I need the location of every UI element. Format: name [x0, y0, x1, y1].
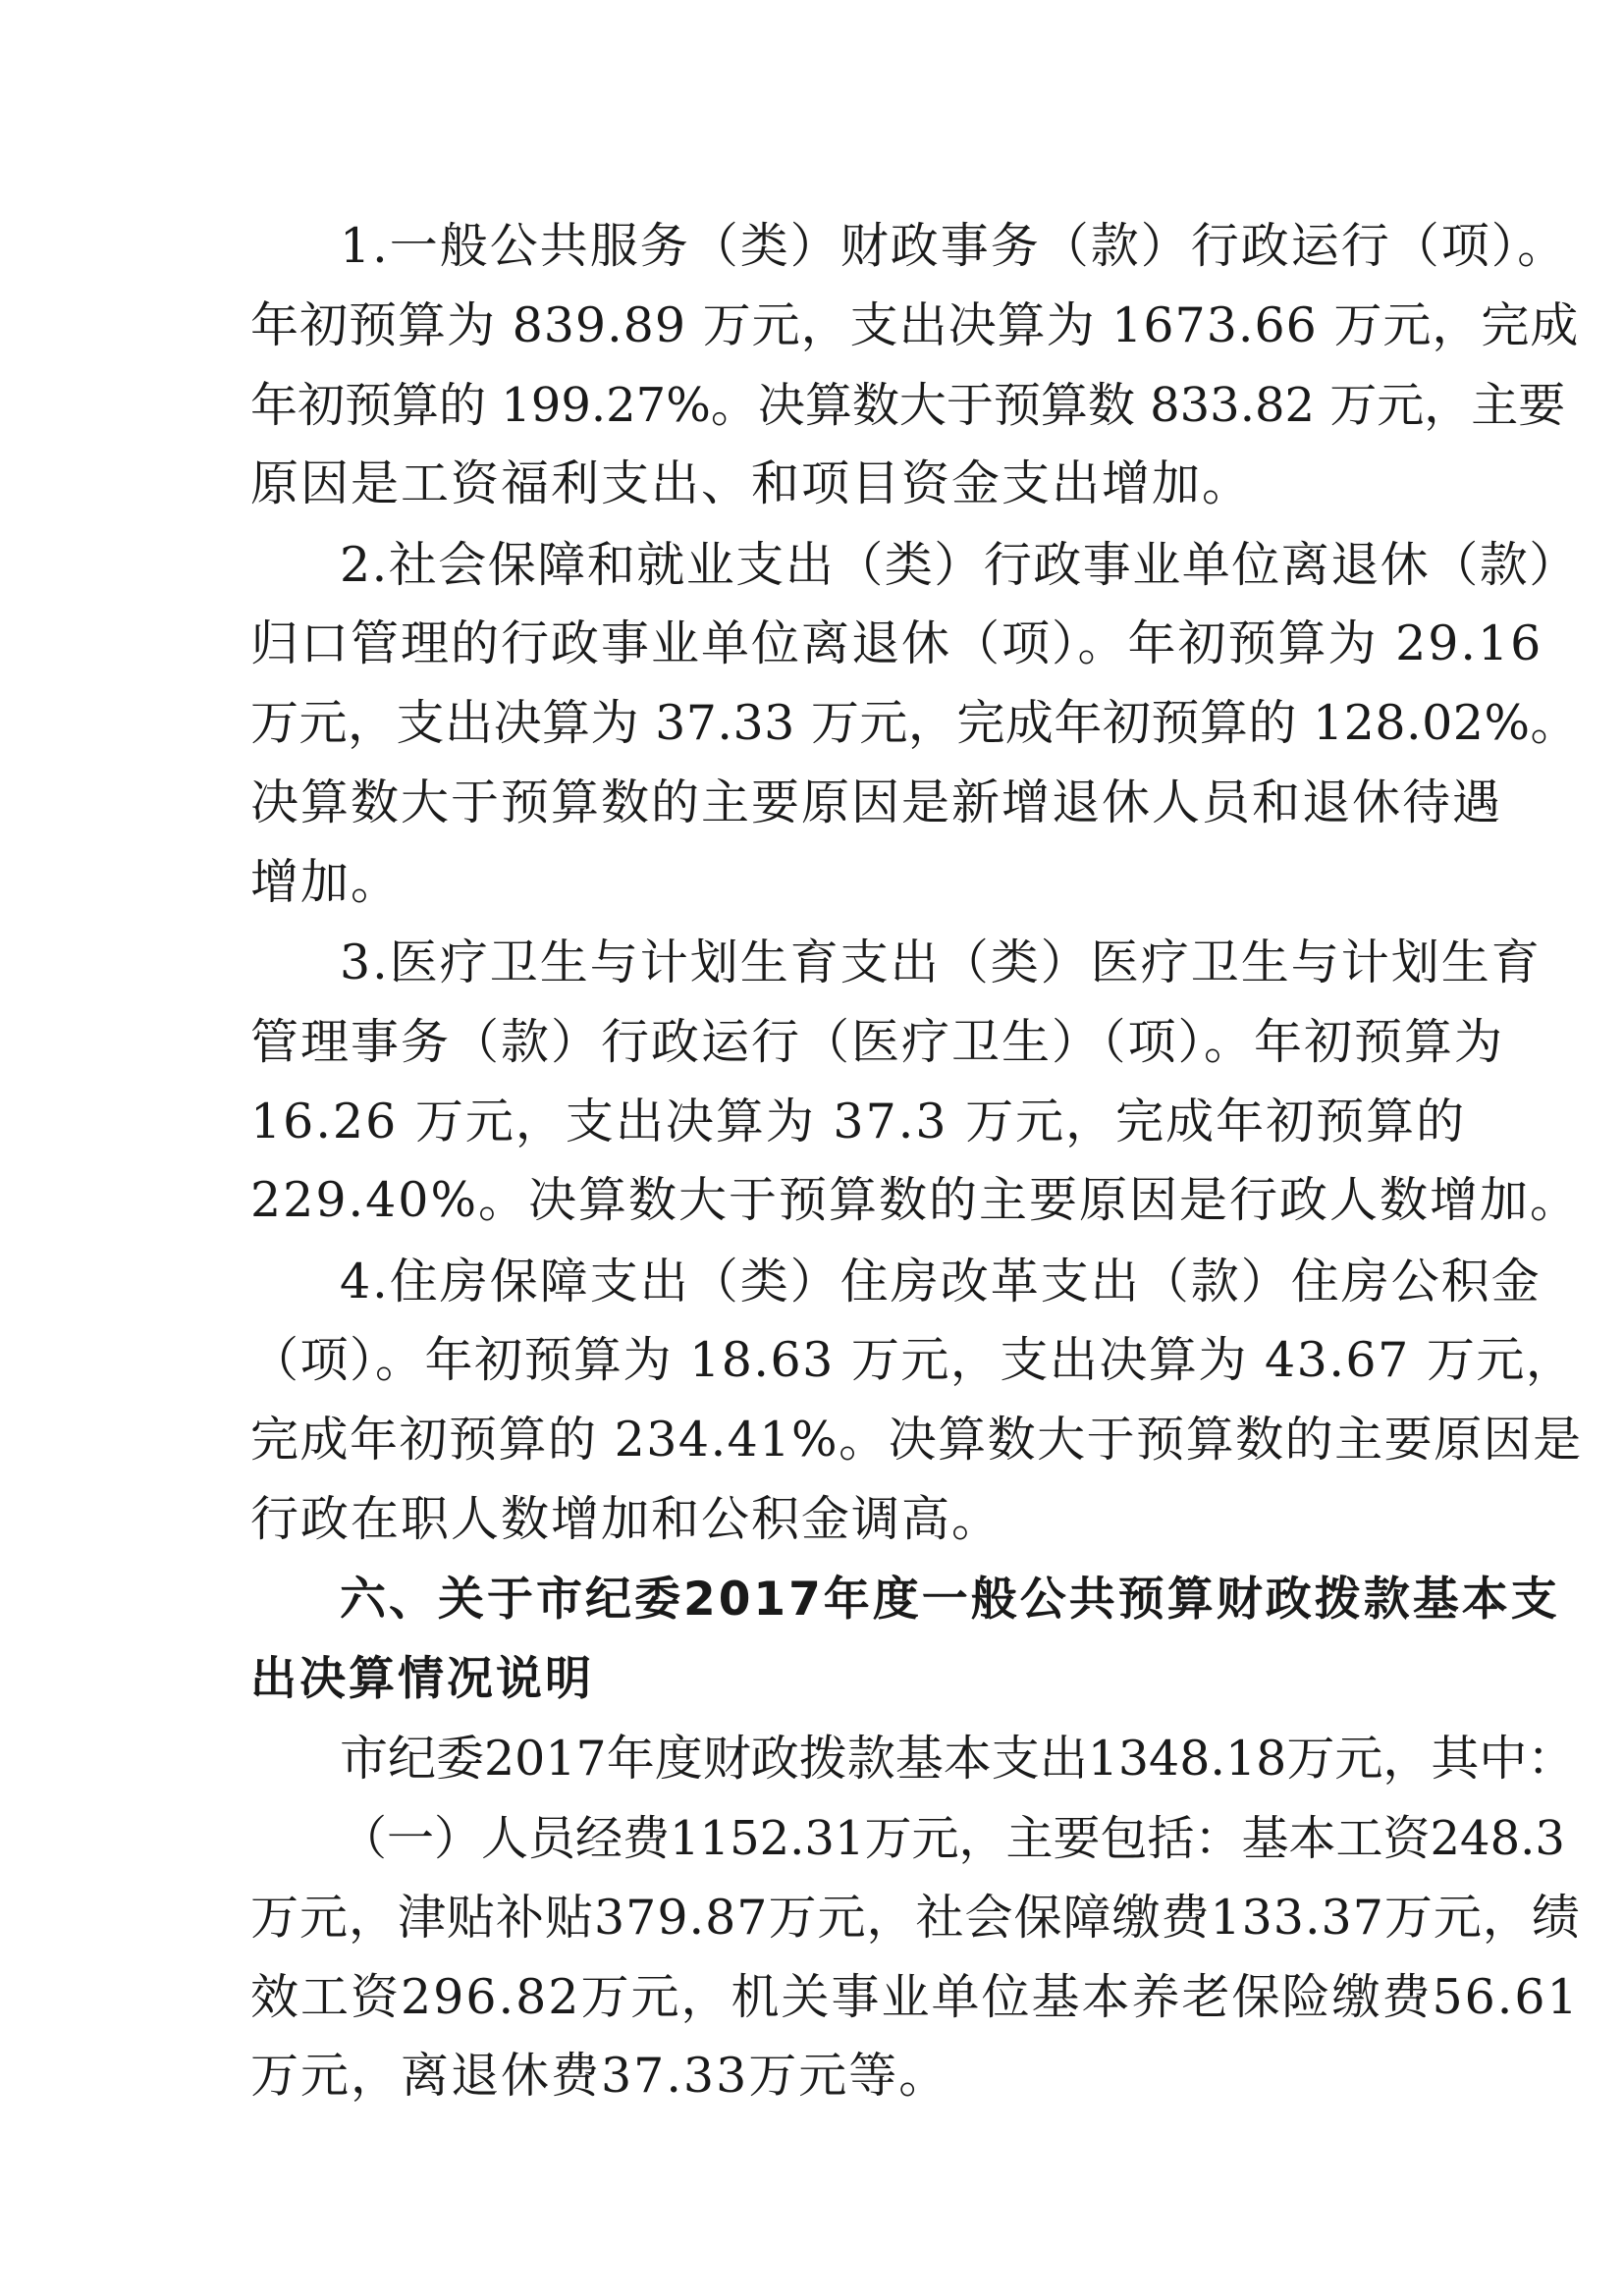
section6-body-line1: 市纪委2017年度财政拨款基本支出1348.18万元，其中：	[340, 1731, 1576, 1787]
item4-line3: 完成年初预算的 234.41%。决算数大于预算数的主要原因是	[250, 1412, 1583, 1468]
section6-body-line2: （一）人员经费1152.31万元，主要包括：基本工资248.3	[340, 1811, 1565, 1866]
section6-body-line4: 效工资296.82万元，机关事业单位基本养老保险缴费56.61	[250, 1969, 1580, 2025]
item2-line1: 2.社会保障和就业支出（类）行政事业单位离退休（款）	[340, 537, 1579, 593]
item3-line4: 229.40%。决算数大于预算数的主要原因是行政人数增加。	[250, 1172, 1581, 1228]
item1-line3: 年初预算的 199.27%。决算数大于预算数 833.82 万元，主要	[250, 378, 1566, 433]
item1-line4: 原因是工资福利支出、和项目资金支出增加。	[250, 455, 1253, 511]
item4-line4: 行政在职人数增加和公积金调高。	[250, 1491, 1002, 1547]
item2-line4: 决算数大于预算数的主要原因是新增退休人员和退休待遇	[250, 774, 1503, 830]
item2-line2: 归口管理的行政事业单位离退休（项）。年初预算为 29.16	[250, 615, 1543, 671]
section6-body-line5: 万元，离退休费37.33万元等。	[250, 2048, 949, 2104]
section6-body-line3: 万元，津贴补贴379.87万元，社会保障缴费133.37万元，绩	[250, 1890, 1581, 1946]
item1-line1: 1.一般公共服务（类）财政事务（款）行政运行（项）。	[340, 218, 1568, 274]
section6-heading-line2: 出决算情况说明	[250, 1652, 594, 1706]
item3-line1: 3.医疗卫生与计划生育支出（类）医疗卫生与计划生育	[340, 934, 1542, 990]
item3-line3: 16.26 万元，支出决算为 37.3 万元，完成年初预算的	[250, 1094, 1467, 1149]
section6-heading-line1: 六、关于市纪委2017年度一般公共预算财政拨款基本支	[340, 1573, 1560, 1627]
item2-line5: 增加。	[250, 854, 402, 910]
item4-line2: （项）。年初预算为 18.63 万元，支出决算为 43.67 万元，	[250, 1332, 1576, 1388]
item3-line2: 管理事务（款）行政运行（医疗卫生）（项）。年初预算为	[250, 1014, 1505, 1070]
item4-line1: 4.住房保障支出（类）住房改革支出（款）住房公积金	[340, 1254, 1542, 1309]
item1-line2: 年初预算为 839.89 万元，支出决算为 1673.66 万元，完成	[250, 297, 1580, 353]
item2-line3: 万元，支出决算为 37.33 万元，完成年初预算的 128.02%。	[250, 695, 1580, 751]
